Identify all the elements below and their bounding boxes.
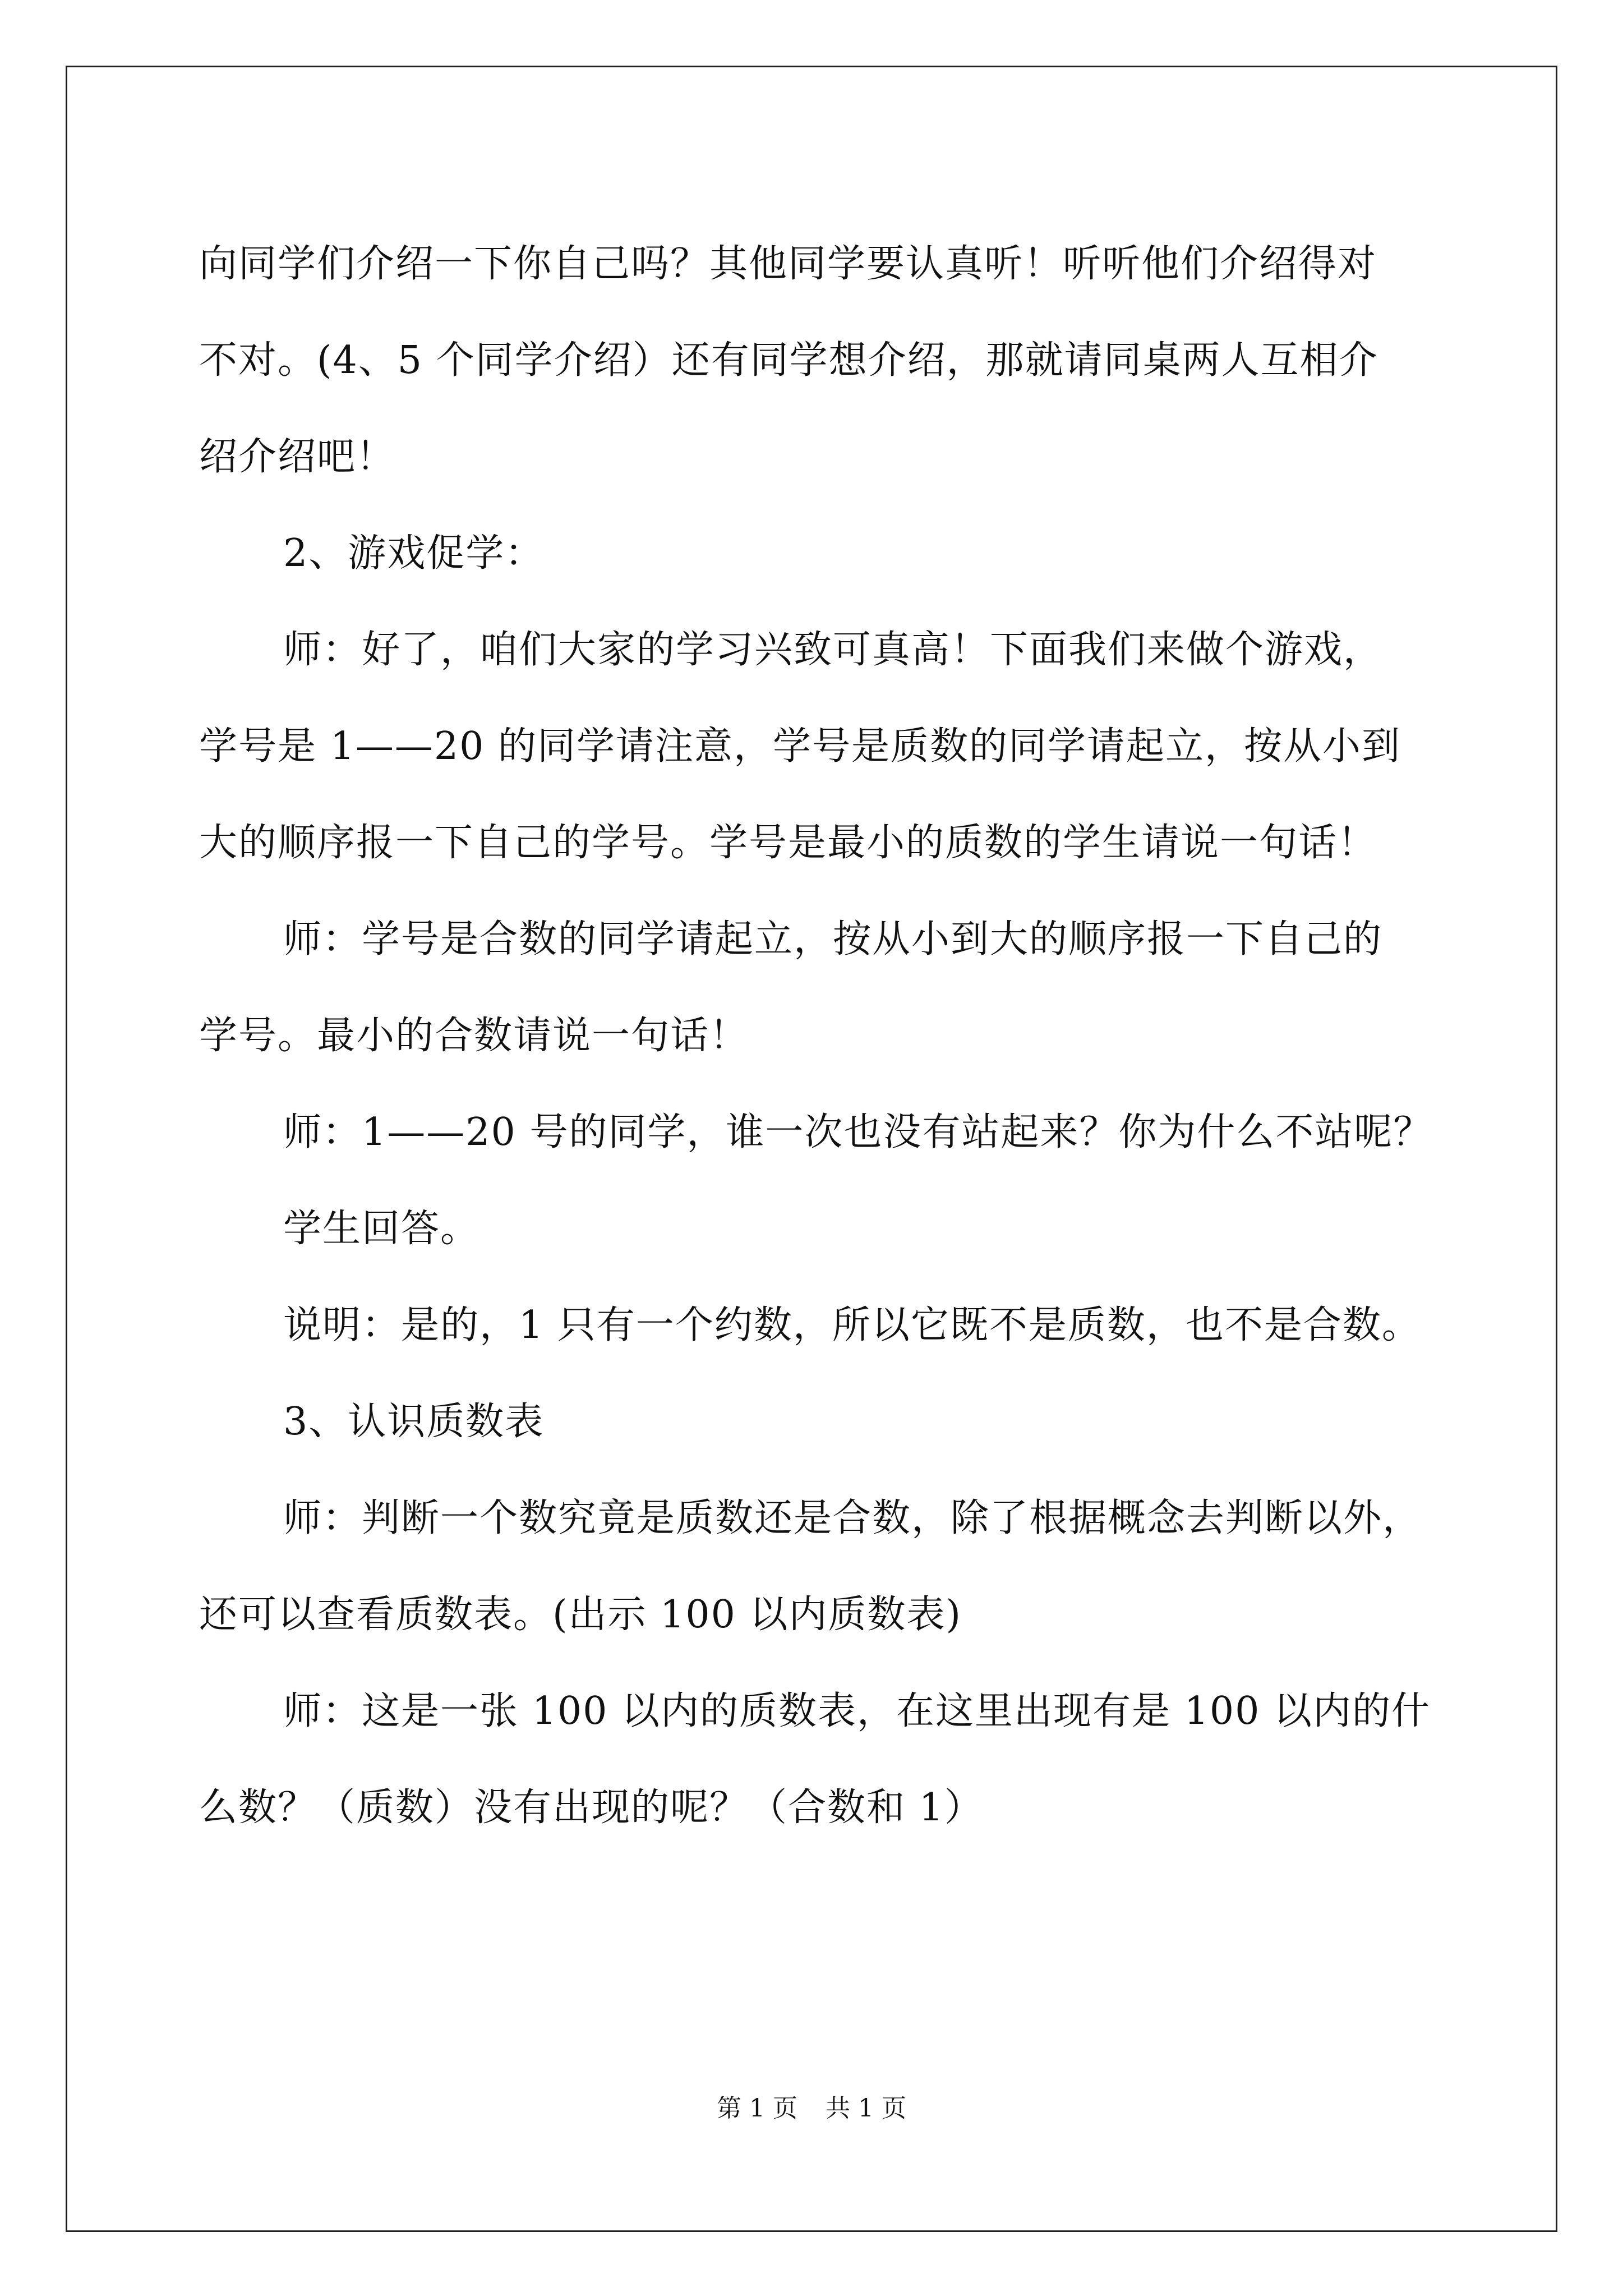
- text-line-8: 师：学号是合数的同学请起立，按从小到大的顺序报一下自己的: [283, 917, 1383, 961]
- text-line-3: 绍介绍吧！: [199, 435, 396, 479]
- page-number: 第 1 页: [717, 2094, 797, 2123]
- text-line-10: 师：1——20 号的同学，谁一次也没有站起来？你为什么不站呢？: [283, 1110, 1433, 1154]
- text-line-2: 不对。(4、5 个同学介绍）还有同学想介绍，那就请同桌两人互相介: [199, 338, 1378, 383]
- text-line-14: 师：判断一个数究竟是质数还是合数，除了根据概念去判断以外，: [283, 1496, 1422, 1540]
- text-line-16: 师：这是一张 100 以内的质数表，在这里出现有是 100 以内的什: [283, 1689, 1431, 1733]
- page-footer: [0, 2088, 1623, 2124]
- section-heading-game: 2、游戏促学：: [283, 531, 545, 576]
- text-line-5: 师：好了，咱们大家的学习兴致可真高！下面我们来做个游戏，: [283, 628, 1383, 672]
- page-total: 共 1 页: [826, 2094, 906, 2123]
- text-line-6: 学号是 1——20 的同学请注意，学号是质数的同学请起立，按从小到: [199, 724, 1401, 769]
- text-line-11: 学生回答。: [283, 1207, 480, 1251]
- text-line-7: 大的顺序报一下自己的学号。学号是最小的质数的学生请说一句话！: [199, 821, 1377, 865]
- text-line-15: 还可以查看质数表。(出示 100 以内质数表): [199, 1593, 962, 1637]
- section-heading-prime-table: 3、认识质数表: [283, 1400, 545, 1444]
- text-line-17: 么数？（质数）没有出现的呢？（合数和 1）: [199, 1786, 984, 1830]
- text-line-1: 向同学们介绍一下你自己吗？其他同学要认真听！听听他们介绍得对: [199, 242, 1377, 286]
- text-line-9: 学号。最小的合数请说一句话！: [199, 1014, 749, 1058]
- text-line-12: 说明：是的，1 只有一个约数，所以它既不是质数，也不是合数。: [283, 1303, 1421, 1347]
- document-body: [199, 216, 1433, 1856]
